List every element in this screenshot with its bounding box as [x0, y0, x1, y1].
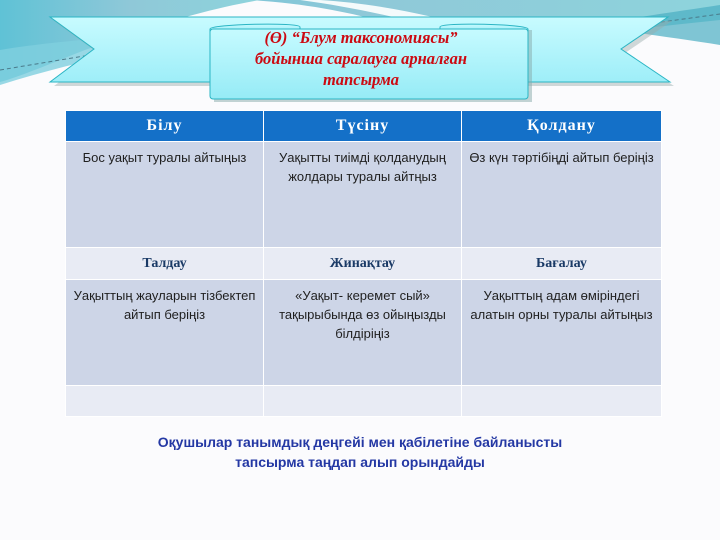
- table-row: [66, 280, 662, 386]
- header-synthesis: Жинақтау: [264, 248, 462, 280]
- footer-line-2: тапсырма таңдап алып орындайды: [235, 454, 485, 470]
- empty-cell: [264, 386, 462, 417]
- header-analysis: Талдау: [66, 248, 264, 280]
- table-empty-row: [66, 386, 662, 417]
- table-subheader-row: [66, 248, 662, 280]
- footer-note: [100, 432, 620, 472]
- header-application: Қолдану: [462, 111, 662, 142]
- title-banner: [212, 27, 510, 90]
- cell-evaluation-task: Уақыттың адам өміріндегі алатын орны туралы айтыңыз: [462, 280, 662, 386]
- header-evaluation: Бағалау: [462, 248, 662, 280]
- cell-knowledge-task: Бос уақыт туралы айтыңыз: [66, 142, 264, 248]
- empty-cell: [66, 386, 264, 417]
- table-row: [66, 142, 662, 248]
- table-header-row: [66, 111, 662, 142]
- cell-comprehension-task: Уақытты тиімді қолданудың жолдары туралы айтңыз: [264, 142, 462, 248]
- cell-synthesis-task: «Уақыт- керемет сый» тақырыбында өз ойыңызды білдіріңіз: [264, 280, 462, 386]
- title-line-1: (Ө) “Блум таксономиясы”: [264, 28, 458, 47]
- title-line-3: тапсырма: [322, 70, 399, 89]
- header-comprehension: Түсіну: [264, 111, 462, 142]
- header-knowledge: Білу: [66, 111, 264, 142]
- cell-application-task: Өз күн тәртібіңді айтып беріңіз: [462, 142, 662, 248]
- footer-line-1: Оқушылар танымдық деңгейі мен қабілетіне байланысты: [157, 434, 563, 450]
- bloom-taxonomy-table: [65, 110, 662, 417]
- cell-analysis-task: Уақыттың жауларын тізбектеп айтып беріңіз: [66, 280, 264, 386]
- empty-cell: [462, 386, 662, 417]
- title-line-2: бойынша саралауға арналған: [255, 49, 467, 68]
